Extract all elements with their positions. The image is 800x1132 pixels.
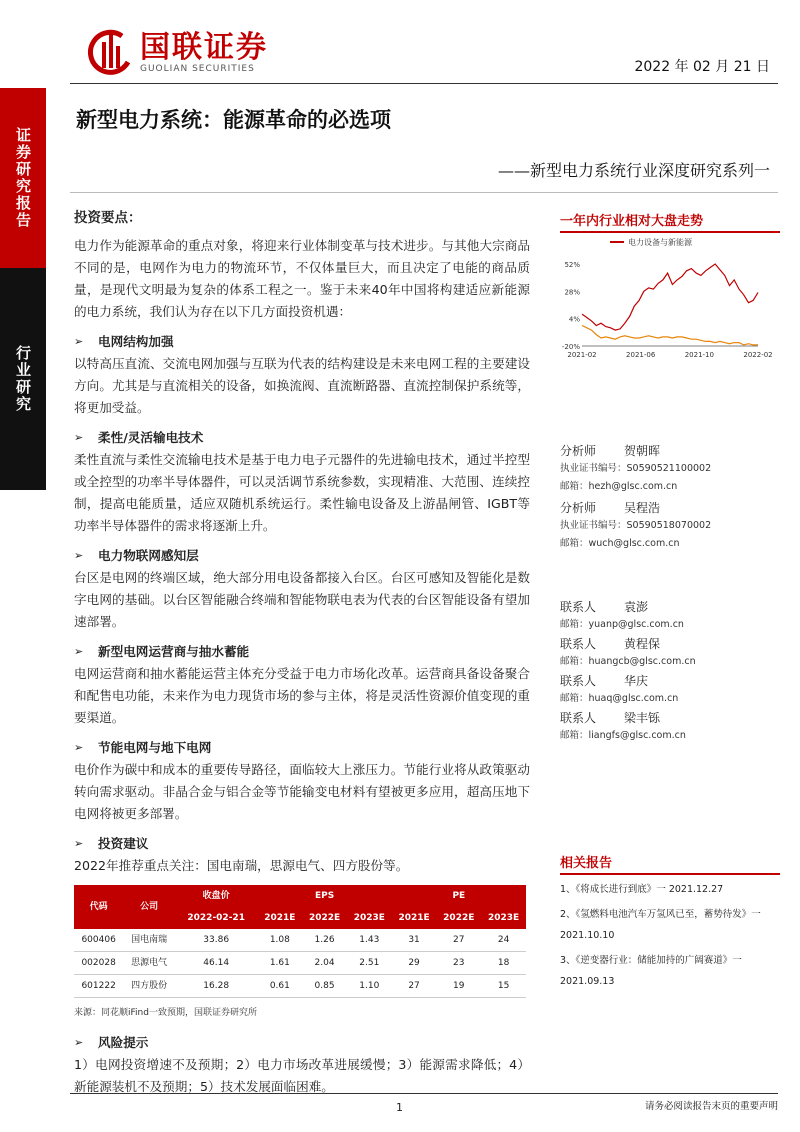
risk-heading: ➢ 风险提示 xyxy=(74,1032,530,1054)
contact-email[interactable]: 邮箱：liangfs@glsc.com.cn xyxy=(560,730,686,741)
intro-paragraph: 电力作为能源革命的重点对象，将迎来行业体制变革与技术进步。与其他大宗商品不同的是，电网作为电力的物流环节，不仅体量巨大，而且决定了电能的商品质量，是现代文明最为复杂的体系工程之一。鉴于未来40年中国将构建适应新能源的电力系统，我们认为存在以下几方面投资机遇： xyxy=(74,238,530,319)
contact-name: 梁丰铄 xyxy=(624,711,661,725)
section-heading: ➢ 投资建议 xyxy=(74,833,530,855)
analyst-name: 吴程浩 xyxy=(624,501,661,515)
analyst-email[interactable]: 邮箱：wuch@glsc.com.cn xyxy=(560,538,680,549)
table-header-year: 2023E xyxy=(481,907,526,929)
table-row xyxy=(74,952,526,975)
table-cell: 四方股份 xyxy=(123,975,175,998)
x-tick-label: 2021-06 xyxy=(626,351,656,359)
chart-heading: 一年内行业相对大盘走势 xyxy=(560,210,780,233)
title-divider xyxy=(70,192,778,193)
arrow-bullet-icon: ➢ xyxy=(74,431,84,444)
table-cell: 1.10 xyxy=(347,975,392,998)
table-header: EPS xyxy=(257,885,391,907)
related-report-link[interactable]: 2、《氢燃料电池汽车万氢风已至，蓄势待发》一 2021.10.10 xyxy=(560,909,761,941)
contact-role: 联系人 xyxy=(560,637,597,651)
footer-divider xyxy=(70,1093,778,1094)
investment-highlights-heading: 投资要点： xyxy=(74,210,142,226)
relative-performance-chart xyxy=(560,230,780,370)
series-line xyxy=(582,326,758,345)
table-cell: 46.14 xyxy=(175,952,258,975)
section-heading: ➢ 电力物联网感知层 xyxy=(74,545,530,567)
report-date: 2022 年 02 月 21 日 xyxy=(634,59,770,75)
table-header-year: 2022E xyxy=(436,907,481,929)
category-tab: 行业研究 xyxy=(0,268,46,490)
section-body: 台区是电网的终端区域，绝大部分用电设备都接入台区。台区可感知及智能化是数字电网的基础。以台区智能融合终端和智能物联电表为代表的台区智能设备有望加速部署。 xyxy=(74,570,530,629)
table-cell: 33.86 xyxy=(175,929,258,952)
series-line xyxy=(582,264,758,330)
table-cell: 601222 xyxy=(74,975,123,998)
arrow-bullet-icon: ➢ xyxy=(74,741,84,754)
analyst-block xyxy=(560,442,780,553)
table-cell: 15 xyxy=(481,975,526,998)
contact-email[interactable]: 邮箱：huangcb@glsc.com.cn xyxy=(560,656,696,667)
table-cell: 1.43 xyxy=(347,929,392,952)
table-cell: 2.51 xyxy=(347,952,392,975)
table-cell: 1.08 xyxy=(257,929,302,952)
section-body: 电网运营商和抽水蓄能运营主体充分受益于电力市场化改革。运营商具备设备聚合和配售电功能，未来作为电力现货市场的参与主体，将是灵活性资源价值变现的重要渠道。 xyxy=(74,666,530,725)
table-cell: 002028 xyxy=(74,952,123,975)
table-header-year: 2021E xyxy=(392,907,437,929)
report-type-tab: 证券研究报告 xyxy=(0,88,46,268)
table-cell: 29 xyxy=(392,952,437,975)
table-header-year: 2021E xyxy=(257,907,302,929)
analyst-cert: 执业证书编号：S0590521100002 xyxy=(560,463,712,474)
main-content xyxy=(74,207,530,1098)
legend-label: 电力设备与新能源 xyxy=(628,238,692,247)
section-heading: ➢ 电网结构加强 xyxy=(74,331,530,353)
table-cell: 600406 xyxy=(74,929,123,952)
arrow-bullet-icon: ➢ xyxy=(74,549,84,562)
contact-role: 联系人 xyxy=(560,674,597,688)
contact-email[interactable]: 邮箱：yuanp@glsc.com.cn xyxy=(560,619,684,630)
brand-name-en: GUOLIAN SECURITIES xyxy=(140,64,255,74)
chart-svg xyxy=(560,230,780,370)
footer-disclaimer: 请务必阅读报告末页的重要声明 xyxy=(644,1101,778,1112)
arrow-bullet-icon: ➢ xyxy=(74,645,84,658)
page-title: 新型电力系统：能源革命的必选项 xyxy=(76,107,391,132)
table-cell: 27 xyxy=(392,975,437,998)
contact-role: 联系人 xyxy=(560,711,597,725)
brand-logo xyxy=(84,28,268,78)
table-cell: 18 xyxy=(481,952,526,975)
arrow-bullet-icon: ➢ xyxy=(74,837,84,850)
y-tick-label: 28% xyxy=(564,288,580,297)
table-header-date: 2022-02-21 xyxy=(175,907,258,929)
analyst-cert: 执业证书编号：S0590518070002 xyxy=(560,520,712,531)
arrow-bullet-icon: ➢ xyxy=(74,335,84,348)
page-number: 1 xyxy=(396,1101,403,1114)
contact-role: 联系人 xyxy=(560,600,597,614)
section-heading: ➢ 新型电网运营商与抽水蓄能 xyxy=(74,641,530,663)
logo-icon xyxy=(84,28,134,78)
table-cell: 1.61 xyxy=(257,952,302,975)
analyst-role: 分析师 xyxy=(560,444,597,458)
related-heading: 相关报告 xyxy=(560,852,780,875)
table-header: 公司 xyxy=(123,885,175,929)
table-cell: 0.85 xyxy=(302,975,347,998)
table-header-year: 2022E xyxy=(302,907,347,929)
analyst-email[interactable]: 邮箱：hezh@glsc.com.cn xyxy=(560,481,678,492)
related-reports xyxy=(560,852,780,992)
contact-name: 袁澎 xyxy=(624,600,649,614)
related-report-link[interactable]: 1、《将成长进行到底》一 2021.12.27 xyxy=(560,884,724,895)
table-cell: 24 xyxy=(481,929,526,952)
contact-name: 华庆 xyxy=(624,674,649,688)
contact-name: 黄程保 xyxy=(624,637,661,651)
contact-block xyxy=(560,598,780,745)
x-tick-label: 2022-02 xyxy=(743,351,773,359)
table-cell: 23 xyxy=(436,952,481,975)
analyst-name: 贺朝晖 xyxy=(624,444,661,458)
table-cell: 思源电气 xyxy=(123,952,175,975)
table-row xyxy=(74,929,526,952)
related-report-link[interactable]: 3、《逆变器行业：储能加持的广阔赛道》一 2021.09.13 xyxy=(560,955,742,987)
table-cell: 2.04 xyxy=(302,952,347,975)
section-heading: ➢ 节能电网与地下电网 xyxy=(74,737,530,759)
table-row xyxy=(74,975,526,998)
valuation-table xyxy=(74,885,526,998)
section-body: 以特高压直流、交流电网加强与互联为代表的结构建设是未来电网工程的主要建设方向。尤其是与直流相关的设备，如换流阀、直流断路器、直流控制保护系统等，将更加受益。 xyxy=(74,356,530,415)
y-tick-label: -20% xyxy=(561,343,580,351)
brand-name: 国联证券 xyxy=(140,30,268,65)
arrow-bullet-icon: ➢ xyxy=(74,1036,84,1049)
contact-email[interactable]: 邮箱：huaq@glsc.com.cn xyxy=(560,693,679,704)
section-body: 2022年推荐重点关注：国电南瑞，思源电气、四方股份等。 xyxy=(74,858,409,873)
table-cell: 31 xyxy=(392,929,437,952)
table-header-year: 2023E xyxy=(347,907,392,929)
x-tick-label: 2021-10 xyxy=(684,351,714,359)
table-cell: 0.61 xyxy=(257,975,302,998)
page-subtitle: ——新型电力系统行业深度研究系列一 xyxy=(497,161,770,180)
analyst-role: 分析师 xyxy=(560,501,597,515)
table-cell: 19 xyxy=(436,975,481,998)
table-header: PE xyxy=(392,885,526,907)
table-cell: 国电南瑞 xyxy=(123,929,175,952)
table-cell: 1.26 xyxy=(302,929,347,952)
y-tick-label: 4% xyxy=(568,315,580,324)
table-cell: 27 xyxy=(436,929,481,952)
table-header: 代码 xyxy=(74,885,123,929)
table-source: 来源：同花顺iFind一致预期，国联证券研究所 xyxy=(74,1008,257,1018)
table-cell: 16.28 xyxy=(175,975,258,998)
header-divider xyxy=(70,83,778,84)
section-body: 柔性直流与柔性交流输电技术是基于电力电子元器件的先进输电技术，通过半控型或全控型的功率半导体器件，可以灵活调节系统参数，实现精准、大范围、连续控制，提高电能质量，适应双随机系统运行。柔性输电设备及上游晶闸管、IGBT等功率半导体器件的需求将逐渐上升。 xyxy=(74,452,530,533)
section-body: 电价作为碳中和成本的重要传导路径，面临较大上涨压力。节能行业将从政策驱动转向需求驱动。非晶合金与铝合金等节能输变电材料有望被更多应用，超高压地下电网将被更多部署。 xyxy=(74,762,530,821)
section-heading: ➢ 柔性/灵活输电技术 xyxy=(74,427,530,449)
risk-body: 1）电网投资增速不及预期；2）电力市场改革进展缓慢；3）能源需求降低；4）新能源装机不及预期；5）技术发展面临困难。 xyxy=(74,1057,530,1094)
y-tick-label: 52% xyxy=(564,261,580,269)
table-header: 收盘价 xyxy=(175,885,258,907)
x-tick-label: 2021-02 xyxy=(567,351,597,359)
